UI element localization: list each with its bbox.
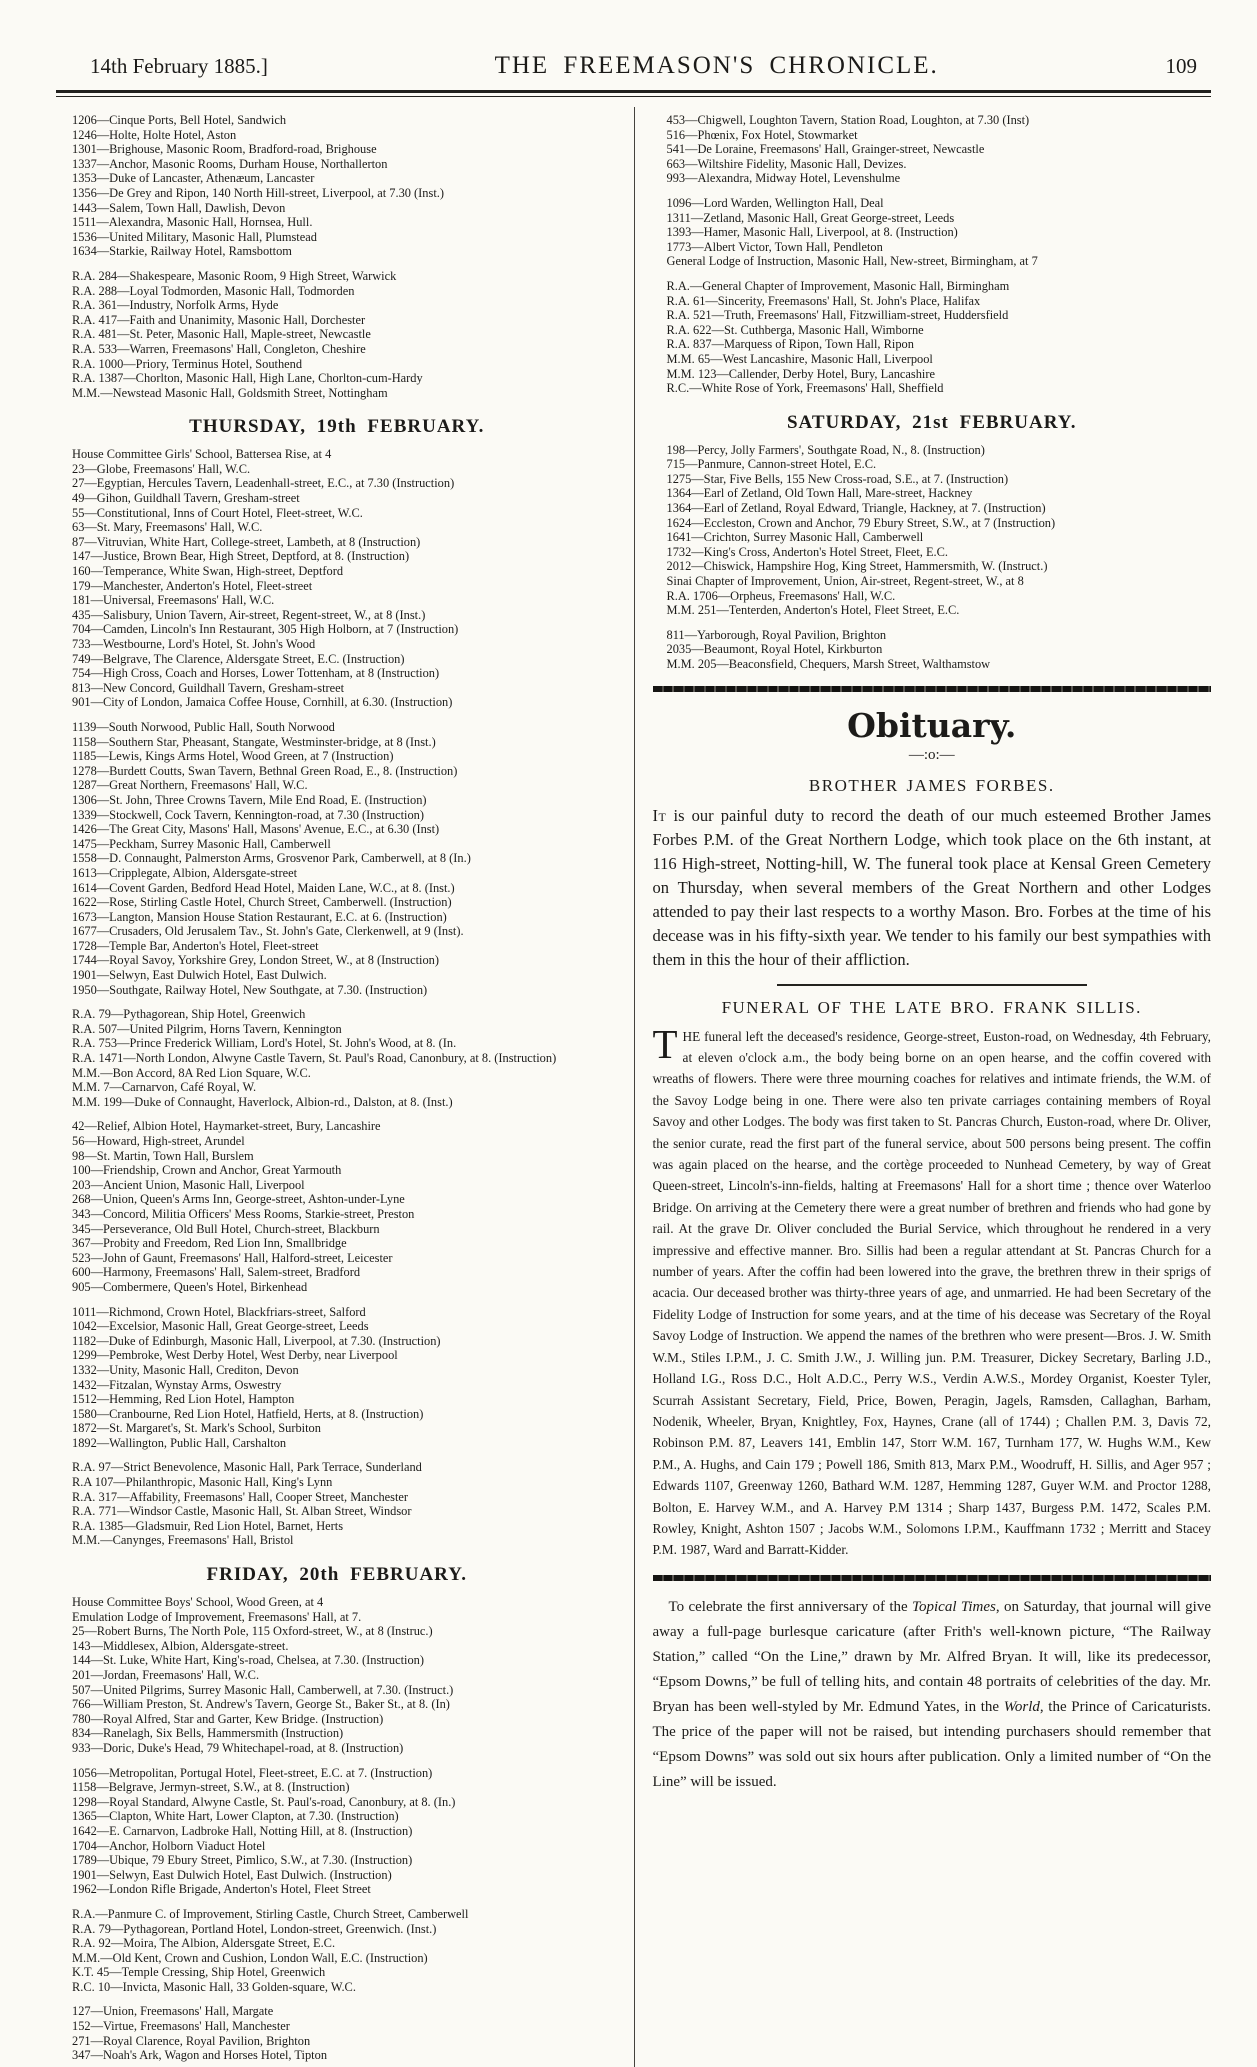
lodge-entry: R.A. 1471—North London, Alwyne Castle Tavern, St. Paul's Road, Canonbury, at 8. (Instruction) [72, 1051, 557, 1066]
lodge-entry: 63—St. Mary, Freemasons' Hall, W.C. [72, 520, 263, 535]
lodge-entry: 733—Westbourne, Lord's Hotel, St. John's Wood [72, 637, 316, 651]
lodge-entry: 147—Justice, Brown Bear, High Street, Deptford, at 8. (Instruction) [72, 549, 410, 564]
lodge-entry: R.C. 10—Invicta, Masonic Hall, 33 Golden-square, W.C. [72, 1979, 356, 1994]
page-header [90, 52, 1197, 80]
day-heading: THURSDAY, 19th FEBRUARY. [189, 416, 485, 438]
lodge-entry: 1641—Crichton, Surrey Masonic Hall, Camberwell [666, 530, 924, 545]
lodge-entry: R.A. 521—Truth, Freemasons' Hall, Fitzwilliam-street, Huddersfield [666, 308, 1009, 323]
lodge-list-block [58, 2004, 616, 2062]
lodge-entry: 2035—Beaumont, Royal Hotel, Kirkburton [666, 642, 883, 657]
lodge-entry: 453—Chigwell, Loughton Tavern, Station Road, Loughton, at 7.30 (Inst) [666, 113, 1030, 127]
day-heading: FRIDAY, 20th FEBRUARY. [206, 1564, 467, 1586]
article-paragraph: It is our painful duty to record the death of our much esteemed Brother James Forbes P.M. of the Great Northern Lodge, which took place on the 6th instant, at 116 High-street, Notting-hill, W. The funeral took place at Kensal Green Cemetery on Thursday, when several members of the Great Northern and other Lodges attended to pay their last respects to a worthy Mason. Bro. Forbes at the time of his decease was in his fifty-sixth year. We tender to his family our best sympathies with them in this the hour of their affliction. [652, 805, 1211, 969]
lodge-entry: 834—Ranelagh, Six Bells, Hammersmith (Instruction) [72, 1726, 344, 1741]
lodge-entry: 1056—Metropolitan, Portugal Hotel, Fleet-street, E.C. at 7. (Instruction) [72, 1765, 433, 1780]
lodge-entry: 516—Phœnix, Fox Hotel, Stowmarket [666, 127, 858, 142]
lodge-entry: 811—Yarborough, Royal Pavilion, Brighton [666, 627, 887, 642]
article-paragraph: THE funeral left the deceased's residence, George-street, Euston-road, on Wednesday, 4th February, at eleven o'clock a.m., the body being borne on an open hearse, and the coffin covered with wreaths of flowers. There were three mourning coaches for relatives and intimate friends, the W.M. of the Savoy Lodge being in one. There were also ten private carriages containing members of Royal Savoy and other Lodges. The body was first taken to St. Pancras Church, Euston-road, where Dr. Oliver, the senior curate, read the first part of the funeral service, about 500 persons being present. The coffin was again placed on the hearse, and the cortège proceeded to Nunhead Cemetery, by way of Great Queen-street, Lincoln's-inn-fields, halting at Freemasons' Hall for a short time ; thence over Waterloo Bridge. On arriving at the Cemetery there were a great number of brethren and friends who had gone by rail. At the grave Dr. Oliver concluded the Burial Service, which throughout he rendered in a very impressive and effective manner. Bro. Sillis had been a regular attendant at St. Pancras Church for a number of years. After the coffin had been lowered into the grave, the brethren threw in their sprigs of acacia. Our deceased brother was thirty-three years of age, and unmarried. He had been Secretary of the Fidelity Lodge of Instruction for some years, and at the time of his decease was Secretary of the Royal Savoy Lodge of Instruction. We append the names of the brethren who were present—Bros. J. W. Smith W.M., Stiles I.P.M., J. C. Smith J.W., J. Willing jun. P.M. Treasurer, Dickey Secretary, Barling J.D., Holland I.G., Ross D.C., Holt A.D.C., Perry W.S., Verdin A.W.S., Mordey Organist, Koester Tyler, Scurrah Assistant Secretary, Field, Price, Bowen, Peragin, Jagels, Ramsden, Callaghan, Barham, Nodenik, Wheeler, Bryan, Knightley, Fox, Haynes, Crane (all of 1744) ; Challen P.M. 3, Davis 72, Robinson P.M. 87, Leavers 141, Emblin 147, Storr W.M. 167, Turnham 177, W. Hughs W.M., Kew P.M., A. Hughs, and Cain 179 ; Powell 186, Smith 813, Marx P.M., Woodruff, H. Sillis, and Ager 957 ; Edwards 1107, Greenway 1260, Bathard W.M. 1287, Hemming 1287, Guyer W.M. and Proctor 1288, Bolton, E. Harvey W.M., and A. Harvey P.M 1314 ; Sharp 1437, Burgess P.M. 1472, Scales P.M. Rowley, Knight, Ashton 1507 ; Jacobs W.M., Solomons I.P.M., Kauffmann 1732 ; Merritt and Stacey P.M. 1987, Ward and Barratt-Kidder. [652, 1020, 1211, 1558]
obituary-divider: —:o:— [908, 746, 955, 763]
lodge-entry: Sinai Chapter of Improvement, Union, Air-street, Regent-street, W., at 8 [666, 574, 1024, 589]
lodge-entry: 1299—Pembroke, West Derby Hotel, West Derby, near Liverpool [72, 1348, 398, 1363]
lodge-entry: R.A. 288—Loyal Todmorden, Masonic Hall, Todmorden [72, 283, 355, 298]
lodge-entry: 160—Temperance, White Swan, High-street, Deptford [72, 564, 344, 579]
lodge-list-block [58, 1007, 616, 1109]
lodge-entry: 933—Doric, Duke's Head, 79 Whitechapel-road, at 8. (Instruction) [72, 1740, 404, 1755]
lodge-entry: M.M. 65—West Lancashire, Masonic Hall, Liverpool [666, 351, 933, 366]
lodge-entry: M.M. 199—Duke of Connaught, Haverlock, Albion-rd., Dalston, at 8. (Inst.) [72, 1094, 453, 1109]
lodge-entry: 1011—Richmond, Crown Hotel, Blackfriars-street, Salford [72, 1304, 366, 1319]
lodge-entry: 1353—Duke of Lancaster, Athenæum, Lancaster [72, 171, 315, 186]
lodge-entry: 1426—The Great City, Masons' Hall, Masons' Avenue, E.C., at 6.30 (Inst) [72, 822, 440, 837]
lodge-entry: 203—Ancient Union, Masonic Hall, Liverpool [72, 1177, 305, 1192]
lodge-entry: 1744—Royal Savoy, Yorkshire Grey, London Street, W., at 8 (Instruction) [72, 953, 439, 968]
section-rule [777, 984, 1087, 986]
lodge-entry: 1298—Royal Standard, Alwyne Castle, St. Paul's-road, Canonbury, at 8. (In.) [72, 1794, 456, 1809]
lodge-entry: 1901—Selwyn, East Dulwich Hotel, East Dulwich. (Instruction) [72, 1867, 392, 1882]
lodge-entry: R.A. 481—St. Peter, Masonic Hall, Maple-street, Newcastle [72, 327, 371, 342]
lodge-entry: K.T. 45—Temple Cressing, Ship Hotel, Greenwich [72, 1965, 326, 1980]
lodge-entry: 1642—E. Carnarvon, Ladbroke Hall, Notting Hill, at 8. (Instruction) [72, 1823, 413, 1838]
lodge-entry: R.A. 837—Marquess of Ripon, Town Hall, Ripon [666, 337, 914, 352]
lodge-entry: 715—Panmure, Cannon-street Hotel, E.C. [666, 457, 877, 472]
lodge-entry: 1634—Starkie, Railway Hotel, Ramsbottom [72, 244, 292, 259]
lodge-entry: 1892—Wallington, Public Hall, Carshalton [72, 1435, 287, 1450]
right-column [634, 107, 1212, 2067]
lodge-entry: M.M.—Old Kent, Crown and Cushion, London Wall, E.C. (Instruction) [72, 1950, 428, 1965]
lodge-entry: 1356—De Grey and Ripon, 140 North Hill-street, Liverpool, at 7.30 (Inst.) [72, 185, 444, 200]
lodge-entry: 1704—Anchor, Holborn Viaduct Hotel [72, 1838, 266, 1853]
lodge-entry: 1728—Temple Bar, Anderton's Hotel, Fleet-street [72, 938, 319, 953]
lodge-list-block [653, 279, 1212, 396]
lodge-entry: R.A. 79—Pythagorean, Portland Hotel, London-street, Greenwich. (Inst.) [72, 1921, 437, 1936]
lodge-entry: 1311—Zetland, Masonic Hall, Great George-street, Leeds [666, 210, 955, 225]
lodge-entry: M.M.—Bon Accord, 8A Red Lion Square, W.C. [72, 1065, 311, 1080]
lodge-entry: R.C.—White Rose of York, Freemasons' Hall, Sheffield [666, 381, 944, 396]
lodge-entry: 813—New Concord, Guildhall Tavern, Gresham-street [72, 680, 345, 695]
lodge-entry: 152—Virtue, Freemasons' Hall, Manchester [72, 2019, 290, 2034]
notice-text-run: , the Prince of Caricaturists. The price of the paper will not be raised, but intending purchasers should remember that “Epsom Downs” was sold out six hours after publication. Only a limited number of “On the Line” will be issued. [652, 1698, 1211, 1790]
lodge-list-block [653, 628, 1212, 672]
lodge-entry: R.A. 1706—Orpheus, Freemasons' Hall, W.C. [666, 588, 896, 603]
lodge-entry: 1558—D. Connaught, Palmerston Arms, Grosvenor Park, Camberwell, at 8 (In.) [72, 851, 471, 866]
lodge-list-block [653, 196, 1212, 269]
lodge-entry: 42—Relief, Albion Hotel, Haymarket-street, Bury, Lancashire [72, 1119, 381, 1134]
lodge-entry: 1278—Burdett Coutts, Swan Tavern, Bethnal Green Road, E., 8. (Instruction) [72, 763, 458, 778]
lodge-entry: R.A. 1000—Priory, Terminus Hotel, Southend [72, 356, 303, 371]
lodge-entry: 1246—Holte, Holte Hotel, Aston [72, 127, 237, 142]
lodge-entry: M.M. 205—Beaconsfield, Chequers, Marsh Street, Walthamstow [666, 657, 991, 671]
lodge-entry: 1536—United Military, Masonic Hall, Plumstead [72, 229, 317, 244]
lodge-entry: House Committee Girls' School, Battersea Rise, at 4 [72, 447, 332, 462]
lodge-entry: R.A. 1387—Chorlton, Masonic Hall, High Lane, Chorlton-cum-Hardy [72, 371, 423, 386]
lodge-entry: R.A. 92—Moira, The Albion, Aldersgate Street, E.C. [72, 1936, 336, 1951]
lodge-entry: 25—Robert Burns, The North Pole, 115 Oxford-street, W., at 8 (Instruc.) [72, 1624, 433, 1639]
lodge-entry: 905—Combermere, Queen's Hotel, Birkenhead [72, 1279, 308, 1294]
lodge-entry: R.A. 284—Shakespeare, Masonic Room, 9 High Street, Warwick [72, 268, 397, 283]
lodge-entry: R.A. 771—Windsor Castle, Masonic Hall, St. Alban Street, Windsor [72, 1504, 412, 1519]
lodge-entry: 56—Howard, High-street, Arundel [72, 1134, 245, 1148]
issue-date: 14th February 1885.] [90, 54, 268, 78]
lodge-entry: 27—Egyptian, Hercules Tavern, Leadenhall-street, E.C., at 7.30 (Instruction) [72, 476, 455, 491]
lodge-entry: 600—Harmony, Freemasons' Hall, Salem-street, Bradford [72, 1265, 361, 1280]
lodge-list-block [58, 720, 616, 997]
lodge-entry: 343—Concord, Militia Officers' Mess Rooms, Starkie-street, Preston [72, 1206, 415, 1221]
left-column [56, 107, 634, 2067]
obituary-title: Obituary. [847, 705, 1017, 745]
lodge-entry: R.A. 61—Sincerity, Freemasons' Hall, St. John's Place, Halifax [666, 293, 981, 308]
lodge-entry: 1580—Cranbourne, Red Lion Hotel, Hatfield, Herts, at 8. (Instruction) [72, 1406, 424, 1421]
lodge-list-block [58, 447, 616, 710]
lodge-entry: 523—John of Gaunt, Freemasons' Hall, Halford-street, Leicester [72, 1250, 393, 1265]
lodge-entry: 198—Percy, Jolly Farmers', Southgate Road, N., 8. (Instruction) [666, 442, 985, 457]
lodge-entry: 1158—Southern Star, Pheasant, Stangate, Westminster-bridge, at 8 (Inst.) [72, 734, 436, 749]
lodge-entry: 1287—Great Northern, Freemasons' Hall, W.C. [72, 778, 308, 793]
lodge-entry: Emulation Lodge of Improvement, Freemasons' Hall, at 7. [72, 1609, 362, 1624]
lodge-entry: 2012—Chiswick, Hampshire Hog, King Street, Hammersmith, W. (Instruct.) [666, 559, 1048, 574]
notice-text-run: Topical Times [912, 1598, 996, 1615]
drop-cap: T [652, 1020, 678, 1067]
lodge-list-block [653, 443, 1212, 618]
lodge-entry: 201—Jordan, Freemasons' Hall, W.C. [72, 1668, 260, 1682]
lodge-entry: R.A. 417—Faith and Unanimity, Masonic Hall, Dorchester [72, 312, 366, 327]
lodge-entry: 347—Noah's Ark, Wagon and Horses Hotel, Tipton [72, 2048, 328, 2063]
lodge-entry: 179—Manchester, Anderton's Hotel, Fleet-street [72, 578, 313, 593]
lodge-entry: 1613—Cripplegate, Albion, Aldersgate-street [72, 865, 298, 880]
lodge-entry: R.A.—Panmure C. of Improvement, Stirling Castle, Church Street, Camberwell [72, 1906, 469, 1921]
notice-text-run: World [1003, 1698, 1040, 1715]
ornamental-rule [653, 686, 1212, 692]
lodge-list-block [58, 113, 616, 259]
lodge-entry: 1337—Anchor, Masonic Rooms, Durham House, Northallerton [72, 156, 388, 171]
day-heading: SATURDAY, 21st FEBRUARY. [786, 411, 1077, 433]
lodge-entry: 507—United Pilgrims, Surrey Masonic Hall, Camberwell, at 7.30. (Instruct.) [72, 1682, 454, 1697]
lodge-entry: 143—Middlesex, Albion, Aldersgate-street. [72, 1638, 289, 1653]
lodge-entry: 1443—Salem, Town Hall, Dawlish, Devon [72, 200, 286, 215]
lodge-entry: 1364—Earl of Zetland, Old Town Hall, Mare-street, Hackney [666, 486, 973, 501]
lodge-entry: 181—Universal, Freemasons' Hall, W.C. [72, 593, 275, 608]
page-number: 109 [1165, 54, 1197, 78]
lodge-list-block [58, 1460, 616, 1548]
lodge-entry: 1614—Covent Garden, Bedford Head Hotel, Maiden Lane, W.C., at 8. (Inst.) [72, 880, 455, 895]
lodge-entry: R.A. 1385—Gladsmuir, Red Lion Hotel, Barnet, Herts [72, 1518, 344, 1533]
lodge-entry: 435—Salisbury, Union Tavern, Air-street, Regent-street, W., at 8 (Inst.) [72, 607, 426, 622]
lodge-entry: 1301—Brighouse, Masonic Room, Bradford-road, Brighouse [72, 142, 377, 157]
lodge-entry: 1872—St. Margaret's, St. Mark's School, Surbiton [72, 1421, 321, 1436]
lodge-entry: 1622—Rose, Stirling Castle Hotel, Church Street, Camberwell. (Instruction) [72, 895, 452, 910]
lodge-entry: 1206—Cinque Ports, Bell Hotel, Sandwich [72, 113, 287, 127]
lodge-entry: R.A. 622—St. Cuthberga, Masonic Hall, Wimborne [666, 322, 924, 337]
lodge-entry: M.M.—Canynges, Freemasons' Hall, Bristol [72, 1533, 294, 1548]
lodge-entry: 100—Friendship, Crown and Anchor, Great Yarmouth [72, 1163, 342, 1178]
lodge-entry: R.A. 507—United Pilgrim, Horns Tavern, Kennington [72, 1021, 342, 1036]
lodge-entry: 1962—London Rifle Brigade, Anderton's Hotel, Fleet Street [72, 1882, 371, 1897]
notice-text-run: , on Saturday, that journal will give away a full-page burlesque caricature (after Frith's well-known picture, “The Railway Station,” called “On the Line,” drawn by Mr. Alfred Bryan. It will, like its predecessor, “Epsom Downs,” be full of telling hits, and contain 48 portraits of celebrities of the day. Mr. Bryan has been well-styled by Mr. Edmund Yates, in the [652, 1598, 1211, 1715]
lodge-entry: 268—Union, Queen's Arms Inn, George-street, Ashton-under-Lyne [72, 1192, 405, 1207]
lodge-entry: 367—Probity and Freedom, Red Lion Inn, Smallbridge [72, 1236, 347, 1251]
notice-text-run: To celebrate the first anniversary of the [668, 1598, 913, 1615]
lodge-list-block [58, 1595, 616, 1756]
lodge-entry: 754—High Cross, Coach and Horses, Lower Tottenham, at 8 (Instruction) [72, 666, 440, 681]
lodge-entry: R.A 107—Philanthropic, Masonic Hall, King's Lynn [72, 1475, 333, 1490]
lodge-entry: 1158—Belgrave, Jermyn-street, S.W., at 8. (Instruction) [72, 1780, 350, 1795]
lodge-entry: 1364—Earl of Zetland, Royal Edward, Triangle, Hackney, at 7. (Instruction) [666, 501, 1046, 516]
lodge-entry: 1042—Excelsior, Masonic Hall, Great George-street, Leeds [72, 1319, 369, 1334]
lodge-entry: 1393—Hamer, Masonic Hall, Liverpool, at 8. (Instruction) [666, 225, 958, 240]
lodge-entry: 1475—Peckham, Surrey Masonic Hall, Camberwell [72, 836, 331, 851]
lodge-list-block [653, 113, 1212, 186]
lodge-entry: R.A. 753—Prince Frederick William, Lord's Hotel, St. John's Wood, at 8. (In. [72, 1036, 457, 1051]
lodge-entry: M.M.—Newstead Masonic Hall, Goldsmith Street, Nottingham [72, 385, 388, 400]
lodge-entry: 271—Royal Clarence, Royal Pavilion, Brighton [72, 2033, 311, 2048]
lodge-entry: 1773—Albert Victor, Town Hall, Pendleton [666, 239, 883, 254]
lodge-entry: 1511—Alexandra, Masonic Hall, Hornsea, Hull. [72, 215, 313, 230]
lodge-entry: 1185—Lewis, Kings Arms Hotel, Wood Green, at 7 (Instruction) [72, 749, 394, 764]
lodge-entry: 1789—Ubique, 79 Ebury Street, Pimlico, S.W., at 7.30. (Instruction) [72, 1853, 413, 1868]
lodge-list-block [58, 1119, 616, 1294]
lodge-entry: R.A. 533—Warren, Freemasons' Hall, Congleton, Cheshire [72, 341, 366, 356]
lodge-entry: 1432—Fitzalan, Wynstay Arms, Oswestry [72, 1377, 282, 1392]
lodge-entry: 1673—Langton, Mansion House Station Restaurant, E.C. at 6. (Instruction) [72, 909, 447, 924]
lodge-entry: 1339—Stockwell, Cock Tavern, Kennington-road, at 7.30 (Instruction) [72, 807, 424, 822]
lodge-entry: General Lodge of Instruction, Masonic Hall, New-street, Birmingham, at 7 [666, 254, 1038, 269]
lodge-entry: 144—St. Luke, White Hart, King's-road, Chelsea, at 7.30. (Instruction) [72, 1653, 424, 1668]
lodge-entry: 345—Perseverance, Old Bull Hotel, Church-street, Blackburn [72, 1221, 380, 1236]
lodge-entry: 1677—Crusaders, Old Jerusalem Tav., St. John's Gate, Clerkenwell, at 9 (Inst). [72, 924, 464, 939]
lodge-entry: 1365—Clapton, White Hart, Lower Clapton, at 7.30. (Instruction) [72, 1809, 399, 1824]
lodge-list-block [58, 1766, 616, 1897]
lodge-entry: 23—Globe, Freemasons' Hall, W.C. [72, 461, 251, 476]
section-heading: BROTHER JAMES FORBES. [808, 775, 1055, 795]
lodge-entry: 55—Constitutional, Inns of Court Hotel, Fleet-street, W.C. [72, 505, 363, 520]
lodge-entry: 1096—Lord Warden, Wellington Hall, Deal [666, 195, 884, 210]
lodge-entry: M.M. 123—Callender, Derby Hotel, Bury, Lancashire [666, 366, 935, 381]
lodge-entry: 87—Vitruvian, White Hart, College-street, Lambeth, at 8 (Instruction) [72, 534, 421, 549]
lodge-entry: 1624—Eccleston, Crown and Anchor, 79 Ebury Street, S.W., at 7 (Instruction) [666, 515, 1056, 530]
header-rule [56, 90, 1211, 97]
lodge-entry: M.M. 7—Carnarvon, Café Royal, W. [72, 1080, 257, 1095]
lodge-entry: M.M. 251—Tenterden, Anderton's Hotel, Fleet Street, E.C. [666, 603, 960, 618]
lodge-entry: 1306—St. John, Three Crowns Tavern, Mile End Road, E. (Instruction) [72, 792, 427, 807]
lodge-entry: 1332—Unity, Masonic Hall, Crediton, Devon [72, 1362, 299, 1377]
lodge-entry: R.A. 361—Industry, Norfolk Arms, Hyde [72, 298, 279, 313]
lodge-entry: 1275—Star, Five Bells, 155 New Cross-road, S.E., at 7. (Instruction) [666, 471, 1009, 486]
lodge-list-block [58, 1305, 616, 1451]
lodge-entry: House Committee Boys' School, Wood Green, at 4 [72, 1595, 324, 1610]
section-heading: FUNERAL OF THE LATE BRO. FRANK SILLIS. [721, 997, 1142, 1017]
lodge-entry: 993—Alexandra, Midway Hotel, Levenshulme [666, 171, 901, 186]
lodge-entry: 1950—Southgate, Railway Hotel, New Southgate, at 7.30. (Instruction) [72, 982, 428, 997]
lodge-entry: 1182—Duke of Edinburgh, Masonic Hall, Liverpool, at 7.30. (Instruction) [72, 1333, 441, 1348]
lodge-entry: 541—De Loraine, Freemasons' Hall, Grainger-street, Newcastle [666, 142, 985, 157]
lodge-entry: 704—Camden, Lincoln's Inn Restaurant, 305 High Holborn, at 7 (Instruction) [72, 622, 459, 637]
lodge-list-block [58, 1907, 616, 1995]
column-layout [56, 107, 1211, 2067]
lodge-entry: 49—Gihon, Guildhall Tavern, Gresham-street [72, 491, 300, 506]
lodge-entry: R.A. 317—Affability, Freemasons' Hall, Cooper Street, Manchester [72, 1489, 409, 1504]
lodge-entry: 1732—King's Cross, Anderton's Hotel Street, Fleet, E.C. [666, 544, 949, 559]
lodge-entry: 766—William Preston, St. Andrew's Tavern, George St., Baker St., at 8. (In) [72, 1697, 450, 1712]
lodge-entry: R.A. 97—Strict Benevolence, Masonic Hall, Park Terrace, Sunderland [72, 1460, 422, 1475]
publication-title: THE FREEMASON'S CHRONICLE. [494, 52, 939, 79]
lodge-entry: 780—Royal Alfred, Star and Garter, Kew Bridge. (Instruction) [72, 1711, 384, 1726]
lodge-entry: 127—Union, Freemasons' Hall, Margate [72, 2004, 274, 2019]
lodge-entry: 663—Wiltshire Fidelity, Masonic Hall, Devizes. [666, 156, 907, 171]
lodge-entry: 901—City of London, Jamaica Coffee House, Cornhill, at 6.30. (Instruction) [72, 695, 453, 710]
lodge-list-block [58, 269, 616, 400]
paragraph-lead-word: It [652, 805, 667, 825]
lodge-entry: 1512—Hemming, Red Lion Hotel, Hampton [72, 1392, 295, 1407]
lodge-entry: 1139—South Norwood, Public Hall, South Norwood [72, 719, 335, 734]
lodge-entry: 749—Belgrave, The Clarence, Aldersgate Street, E.C. (Instruction) [72, 651, 405, 666]
lodge-entry: 1901—Selwyn, East Dulwich Hotel, East Dulwich. [72, 968, 327, 983]
lodge-entry: 98—St. Martin, Town Hall, Burslem [72, 1148, 254, 1163]
notice-paragraph [653, 1595, 1212, 1795]
lodge-entry: R.A. 79—Pythagorean, Ship Hotel, Greenwich [72, 1007, 306, 1022]
ornamental-rule [653, 1575, 1212, 1581]
lodge-entry: R.A.—General Chapter of Improvement, Masonic Hall, Birmingham [666, 278, 1010, 293]
